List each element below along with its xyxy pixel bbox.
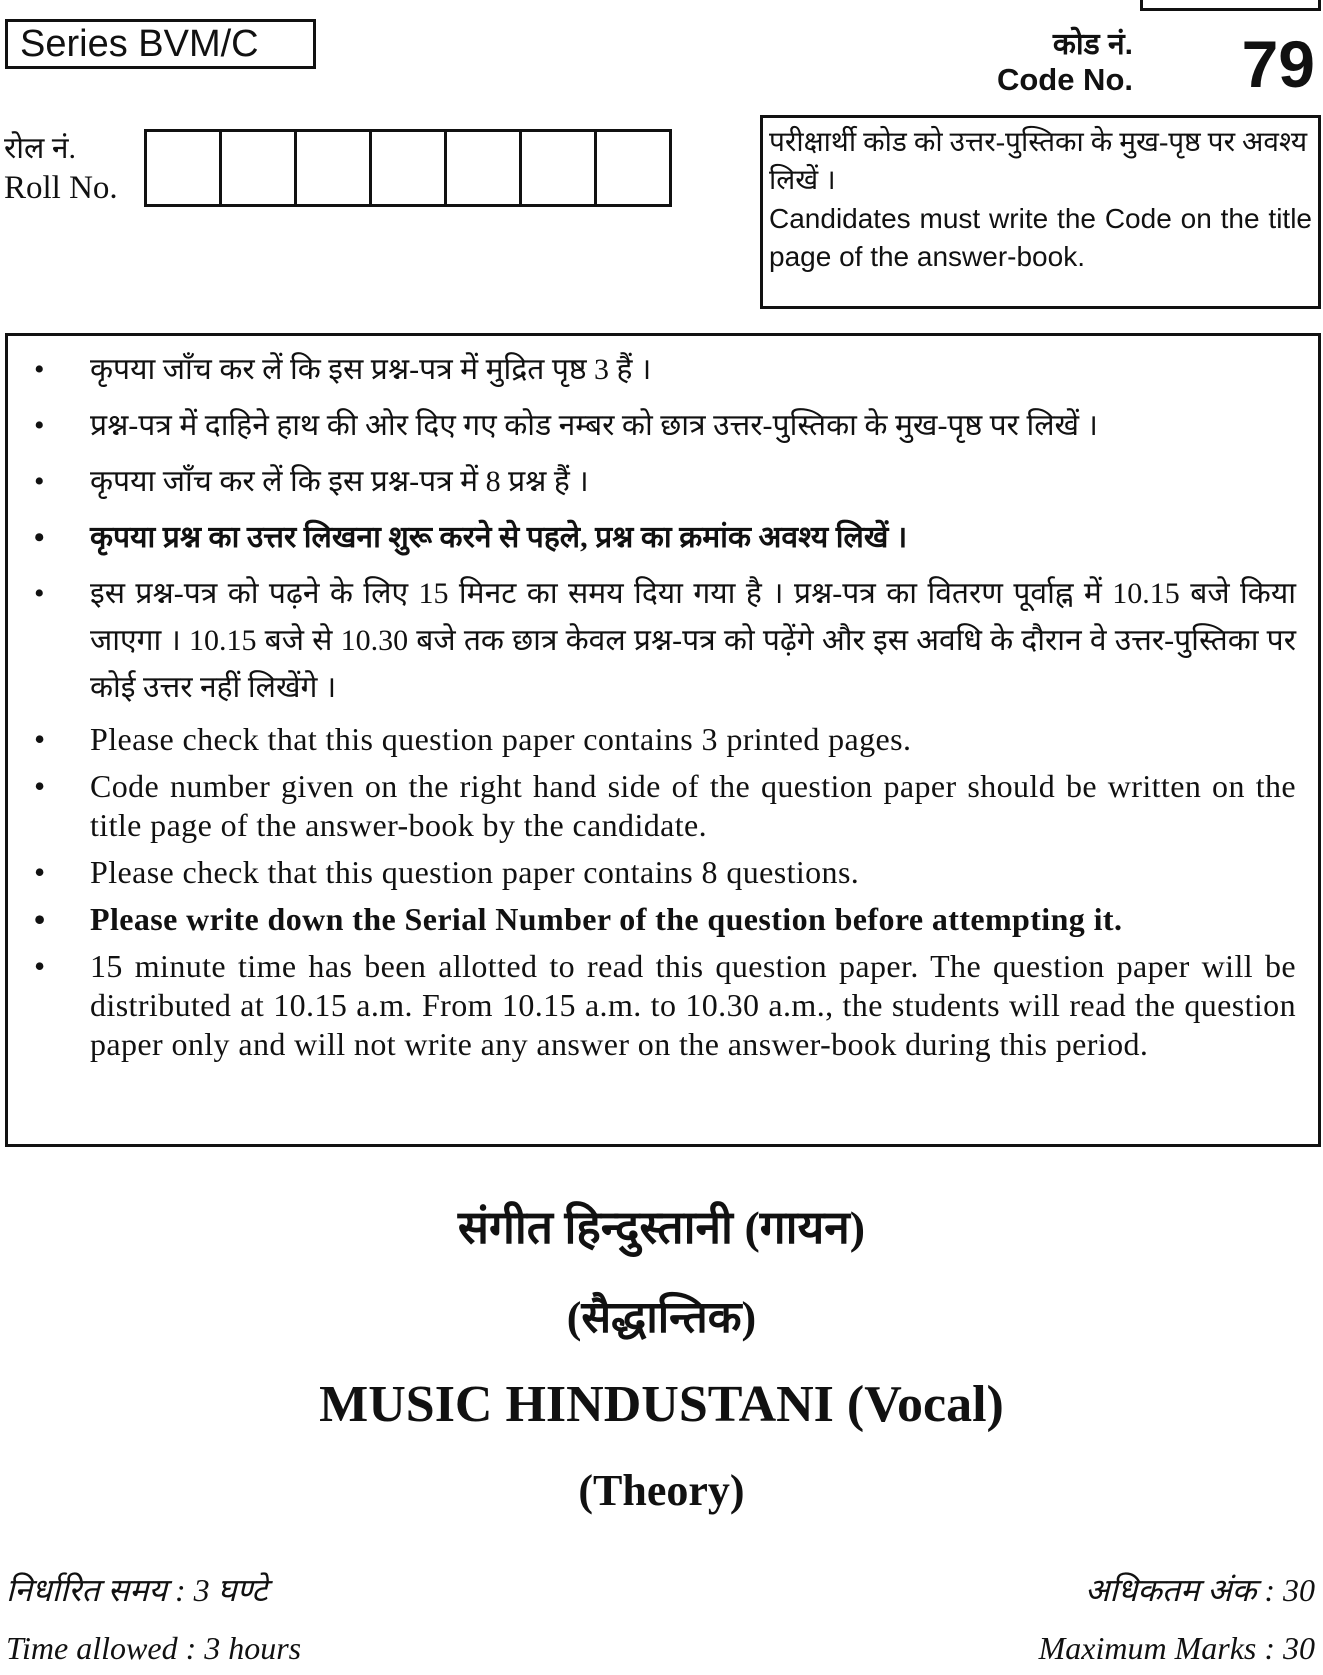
paper-type-hindi: (सैद्धान्तिक) — [566, 1293, 757, 1342]
roll-digit-box[interactable] — [222, 132, 297, 204]
instruction-item: • कृपया जाँच कर लें कि इस प्रश्न-पत्र में मुद्रित पृष्ठ 3 हैं । — [90, 346, 1296, 393]
instruction-item: • कृपया जाँच कर लें कि इस प्रश्न-पत्र में 8 प्रश्न हैं । — [90, 458, 1296, 505]
instruction-item: • इस प्रश्न-पत्र को पढ़ने के लिए 15 मिनट का समय दिया गया है । प्रश्न-पत्र का वितरण पूर्वाह्न में 10.15 बजे किया जाएगा । 10.15 बजे से 10.30 बजे तक छात्र केवल प्रश्न-पत्र को पढ़ेंगे और इस अवधि के दौरान वे उत्तर-पुस्तिका पर कोई उत्तर नहीं लिखेंगे । — [90, 570, 1296, 711]
roll-label-english: Roll No. — [4, 170, 118, 206]
instruction-item: • 15 minute time has been allotted to read this question paper. The question paper will be distributed at 10.15 a.m. From 10.15 a.m. to 10.30 a.m., the students will read the question paper only and will not write any answer on the answer-book during this period. — [90, 947, 1296, 1064]
roll-digit-box[interactable] — [597, 132, 669, 204]
roll-digit-box[interactable] — [447, 132, 522, 204]
time-allowed-english: Time allowed : 3 hours — [6, 1630, 302, 1666]
instruction-item: • Please check that this question paper contains 3 printed pages. — [90, 720, 1296, 759]
code-label-english: Code No. — [996, 62, 1133, 97]
instruction-item: • कृपया प्रश्न का उत्तर लिखना शुरू करने से पहले, प्रश्न का क्रमांक अवश्य लिखें । — [90, 514, 1296, 561]
roll-digit-box[interactable] — [147, 132, 222, 204]
candidate-note-box — [760, 115, 1321, 309]
code-number: 79 — [1241, 27, 1315, 101]
instruction-item: • प्रश्न-पत्र में दाहिने हाथ की ओर दिए गए कोड नम्बर को छात्र उत्तर-पुस्तिका के मुख-पृष्ठ पर लिखें । — [90, 402, 1296, 449]
instruction-item: • Please write down the Serial Number of the question before attempting it. — [90, 900, 1296, 939]
time-allowed-hindi: निर्धारित समय : 3 घण्टे — [6, 1572, 268, 1608]
subject-title-hindi: संगीत हिन्दुस्तानी (गायन) — [457, 1202, 866, 1253]
candidate-note-hindi: परीक्षार्थी कोड को उत्तर-पुस्तिका के मुख-पृष्ठ पर अवश्य लिखें । — [769, 127, 1308, 196]
instruction-item: • Code number given on the right hand side of the question paper should be written on the title page of the answer-book by the candidate. — [90, 767, 1296, 845]
roll-digit-box[interactable] — [372, 132, 447, 204]
roll-digit-box[interactable] — [522, 132, 597, 204]
instruction-item: • Please check that this question paper contains 8 questions. — [90, 853, 1296, 892]
candidate-note-english: Candidates must write the Code on the title page of the answer-book. — [769, 203, 1312, 272]
roll-digit-box[interactable] — [297, 132, 372, 204]
roll-label-hindi: रोल नं. — [4, 132, 77, 165]
code-label-hindi: कोड नं. — [1052, 28, 1133, 61]
max-marks-english: Maximum Marks : 30 — [1038, 1630, 1315, 1666]
roll-number-boxes[interactable] — [144, 129, 672, 207]
subject-title-english: MUSIC HINDUSTANI (Vocal) — [319, 1376, 1004, 1433]
max-marks-hindi: अधिकतम अंक : 30 — [1084, 1572, 1315, 1608]
paper-type-english: (Theory) — [578, 1466, 745, 1515]
series-label: Series BVM/C — [5, 19, 316, 69]
code-box-top — [1140, 0, 1321, 11]
instructions-box — [5, 333, 1321, 1147]
